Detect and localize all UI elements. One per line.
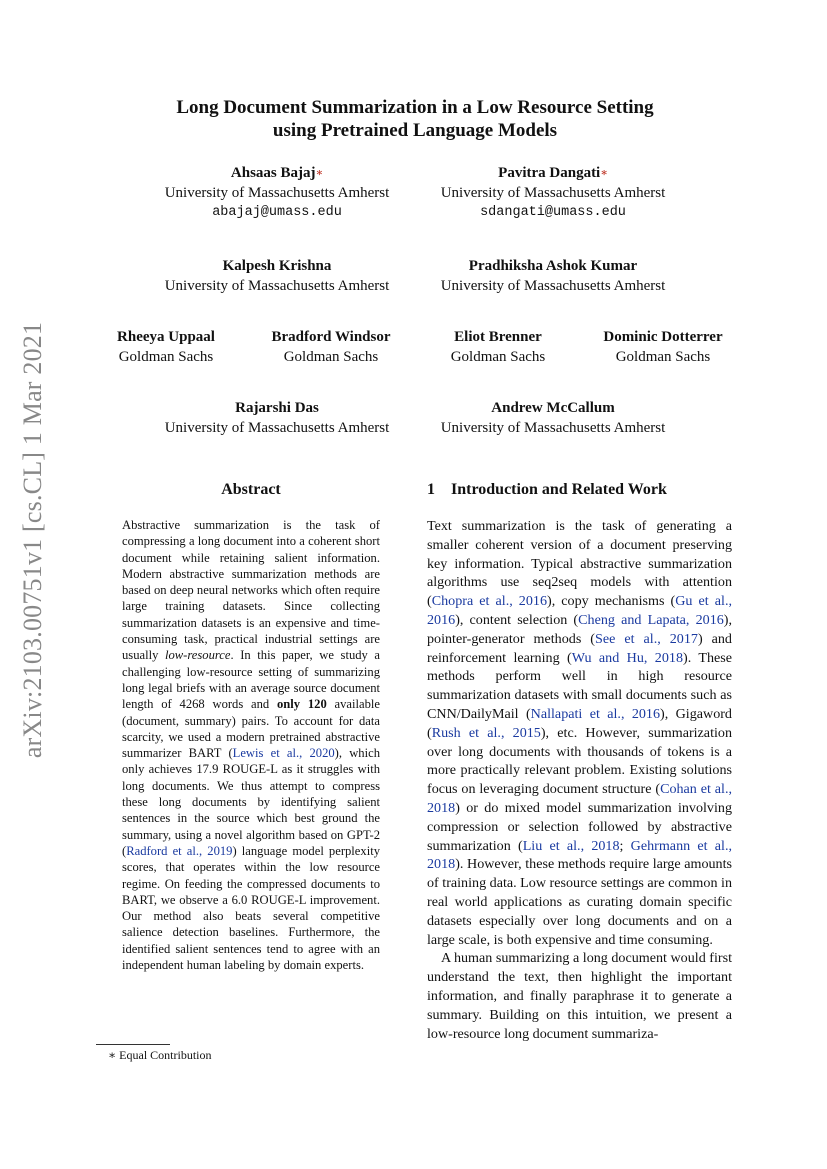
citation-link[interactable]: Nallapati et al., 2016	[530, 705, 661, 722]
intro-text: ), content selection (	[455, 611, 579, 628]
title-line-2: using Pretrained Language Models	[272, 120, 558, 141]
author-name: Pavitra Dangati	[498, 165, 601, 181]
citation-link[interactable]: Rush et al., 2015	[431, 724, 541, 741]
arxiv-stamp	[8, 321, 58, 759]
footnote: ∗ Equal Contribution	[108, 1048, 212, 1062]
intro-paragraph	[427, 517, 732, 949]
author-affiliation: Goldman Sachs	[615, 349, 711, 365]
citation-link[interactable]: Cheng and Lapata, 2016	[578, 611, 724, 628]
intro-paragraph: A human summarizing a long document would first understand the text, then highlight the important information, and finally paraphrase it to generate a summary. Building on this intuition, we present a low-resource long document summariza-	[427, 950, 732, 1042]
author-name: Eliot Brenner	[454, 329, 542, 345]
citation-link[interactable]: See et al., 2017	[595, 630, 698, 647]
author-block	[418, 163, 688, 223]
author-affiliation: Goldman Sachs	[118, 349, 214, 365]
abstract-body	[122, 517, 380, 973]
citation-link[interactable]: Cohan et al., 2018	[427, 781, 733, 816]
title-line-1: Long Document Summarization in a Low Resource Setting	[176, 97, 654, 118]
author-name: Kalpesh Krishna	[222, 258, 332, 274]
author-name: Rajarshi Das	[235, 400, 319, 416]
citation-link[interactable]: Wu and Hu, 2018	[571, 649, 683, 666]
author-name: Pradhiksha Ashok Kumar	[468, 258, 638, 274]
intro-text: ), Gigaword (	[427, 705, 732, 741]
intro-text: ). These methods perform well in high resource summarization datasets with small documents such as CNN/DailyMail (	[427, 649, 733, 722]
citation-link[interactable]: Chopra et al., 2016	[431, 593, 547, 610]
author-affiliation: University of Massachusetts Amherst	[164, 278, 390, 294]
paper-title	[100, 96, 730, 142]
author-affiliation: University of Massachusetts Amherst	[164, 185, 390, 201]
intro-text: ) and reinforcement learning (	[427, 630, 732, 666]
citation-link[interactable]: Lewis et al., 2020	[232, 746, 335, 761]
author-block	[142, 256, 412, 296]
abstract-emphasis: low-resource	[164, 648, 231, 663]
author-name: Ahsaas Bajaj	[230, 165, 316, 181]
author-block	[256, 327, 406, 367]
abstract-text: ) language model perplexity scores, that operates within the low resource regime. On feeding the compressed documents to BART, we observe a 6.0 ROUGE-L improvement. Our method also beats several competitive salience detection baselines. Furthermore, the identified salient sentences tend to agree with an independent human labeling by domain experts.	[122, 843, 380, 973]
intro-text: ). However, these methods require large amounts of training data. Low resource settings are common in real world applications as curating domain specific datasets especially over long documents and on a large scale, is both expensive and time consuming.	[427, 856, 732, 948]
intro-body	[427, 517, 732, 1043]
author-block	[418, 256, 688, 296]
author-block	[142, 163, 412, 223]
equal-contribution-mark: ∗	[600, 167, 608, 179]
author-affiliation: University of Massachusetts Amherst	[440, 185, 666, 201]
citation-link[interactable]: Liu et al., 2018	[522, 837, 620, 854]
author-affiliation: University of Massachusetts Amherst	[440, 278, 666, 294]
author-block	[588, 327, 738, 367]
intro-text: ;	[619, 837, 631, 854]
citation-link[interactable]: Gu et al., 2016	[427, 593, 732, 628]
citation-link[interactable]: Radford et al., 2019	[126, 843, 233, 858]
citation-link[interactable]: Gehrmann et al., 2018	[427, 837, 732, 873]
intro-text: ), pointer-generator methods (	[427, 611, 733, 647]
author-affiliation: Goldman Sachs	[283, 349, 379, 365]
author-name: Bradford Windsor	[271, 329, 391, 345]
author-email[interactable]: abajaj@umass.edu	[212, 205, 342, 220]
author-email[interactable]: sdangati@umass.edu	[480, 205, 626, 220]
author-block	[418, 398, 688, 438]
section-heading: 1 Introduction and Related Work	[427, 481, 667, 498]
intro-text: ), etc. However, summarization over long documents with thousands of tokens is a more practically relevant problem. Existing solutions focus on leveraging document structure (	[427, 724, 732, 798]
author-block	[428, 327, 568, 367]
author-name: Rheeya Uppaal	[117, 329, 215, 345]
intro-text: Text summarization is the task of generating a smaller coherent version of a document preserving key information. Typical abstractive summarization algorithms use seq2seq models with attention (	[427, 518, 732, 610]
abstract-text: Abstractive summarization is the task of compressing a long document into a coherent short document while retaining salient information. Modern abstractive summarization methods are based on deep neural networks which often require large training datasets. Since collecting summarization datasets is an expensive and time-consuming task, practical industrial settings are usually	[122, 518, 380, 663]
intro-text: ), copy mechanisms (	[547, 593, 676, 610]
abstract-bold: only 120	[277, 697, 327, 712]
author-block	[142, 398, 412, 438]
abstract-text: ), which only achieves 17.9 ROUGE-L as it struggles with long documents. We thus attempt to compress these long documents by identifying salient sentences in the source which best ground the summary, using a novel algorithm based on GPT-2 (	[122, 746, 380, 858]
arxiv-id: arXiv:2103.00751v1 [cs.CL] 1 Mar 2021	[18, 321, 47, 759]
author-affiliation: University of Massachusetts Amherst	[440, 420, 666, 436]
abstract-text: available (document, summary) pairs. To account for data scarcity, we used a modern pretrained abstractive summarizer BART (	[122, 697, 380, 761]
author-affiliation: University of Massachusetts Amherst	[164, 420, 390, 436]
intro-text: ) or do mixed model summarization involving compression or selection followed by abstractive summarization (	[427, 799, 732, 854]
author-name: Dominic Dotterrer	[603, 329, 723, 345]
author-affiliation: Goldman Sachs	[450, 349, 546, 365]
abstract-text: . In this paper, we study a challenging low-resource setting of summarizing long legal briefs with an average source document length of 4268 words and	[122, 648, 380, 712]
author-block	[96, 327, 236, 367]
equal-contribution-mark: ∗	[315, 167, 324, 179]
author-name: Andrew McCallum	[491, 400, 615, 416]
footnote-rule	[96, 1044, 170, 1045]
abstract-heading: Abstract	[221, 481, 281, 498]
